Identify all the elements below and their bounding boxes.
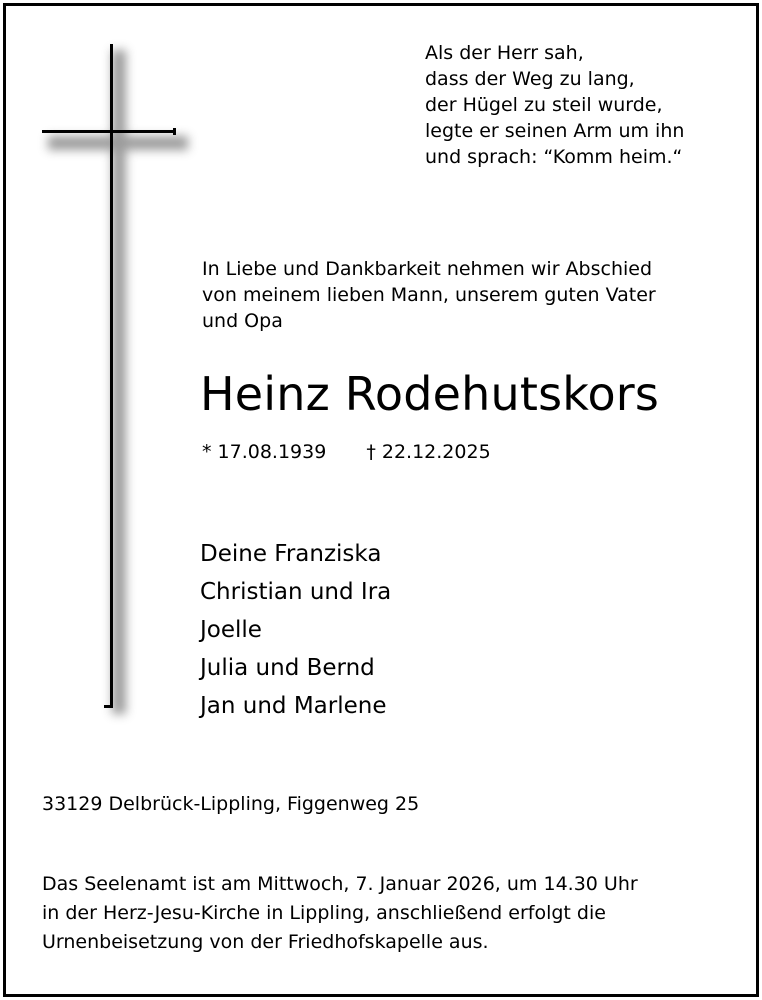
intro-line: und Opa bbox=[202, 310, 283, 332]
death-date: † 22.12.2025 bbox=[366, 441, 491, 463]
family-member: Christian und Ira bbox=[200, 579, 392, 605]
life-dates bbox=[202, 438, 491, 466]
cross-icon bbox=[0, 0, 200, 730]
family-member: Joelle bbox=[200, 617, 262, 643]
intro-text bbox=[202, 256, 742, 334]
poem-line: der Hügel zu steil wurde, bbox=[425, 94, 663, 116]
service-line: in der Herz-Jesu-Kirche in Lippling, anschließend erfolgt die bbox=[42, 902, 606, 924]
poem-line: dass der Weg zu lang, bbox=[425, 68, 635, 90]
poem-line: legte er seinen Arm um ihn bbox=[425, 120, 685, 142]
family-member: Deine Franziska bbox=[200, 541, 382, 567]
service-line: Das Seelenamt ist am Mittwoch, 7. Januar 2026, um 14.30 Uhr bbox=[42, 873, 638, 895]
poem bbox=[425, 40, 745, 170]
service-line: Urnenbeisetzung von der Friedhofskapelle aus. bbox=[42, 931, 489, 953]
family-member: Julia und Bernd bbox=[200, 655, 375, 681]
poem-line: und sprach: “Komm heim.“ bbox=[425, 146, 683, 168]
service-info bbox=[42, 870, 638, 957]
address: 33129 Delbrück-Lippling, Figgenweg 25 bbox=[42, 793, 420, 815]
family-list bbox=[200, 535, 391, 725]
poem-line: Als der Herr sah, bbox=[425, 42, 584, 64]
intro-line: In Liebe und Dankbarkeit nehmen wir Abschied bbox=[202, 258, 653, 280]
family-member: Jan und Marlene bbox=[200, 693, 387, 719]
birth-date: * 17.08.1939 bbox=[202, 441, 327, 463]
deceased-name: Heinz Rodehutskors bbox=[200, 367, 660, 421]
intro-line: von meinem lieben Mann, unserem guten Vater bbox=[202, 284, 656, 306]
